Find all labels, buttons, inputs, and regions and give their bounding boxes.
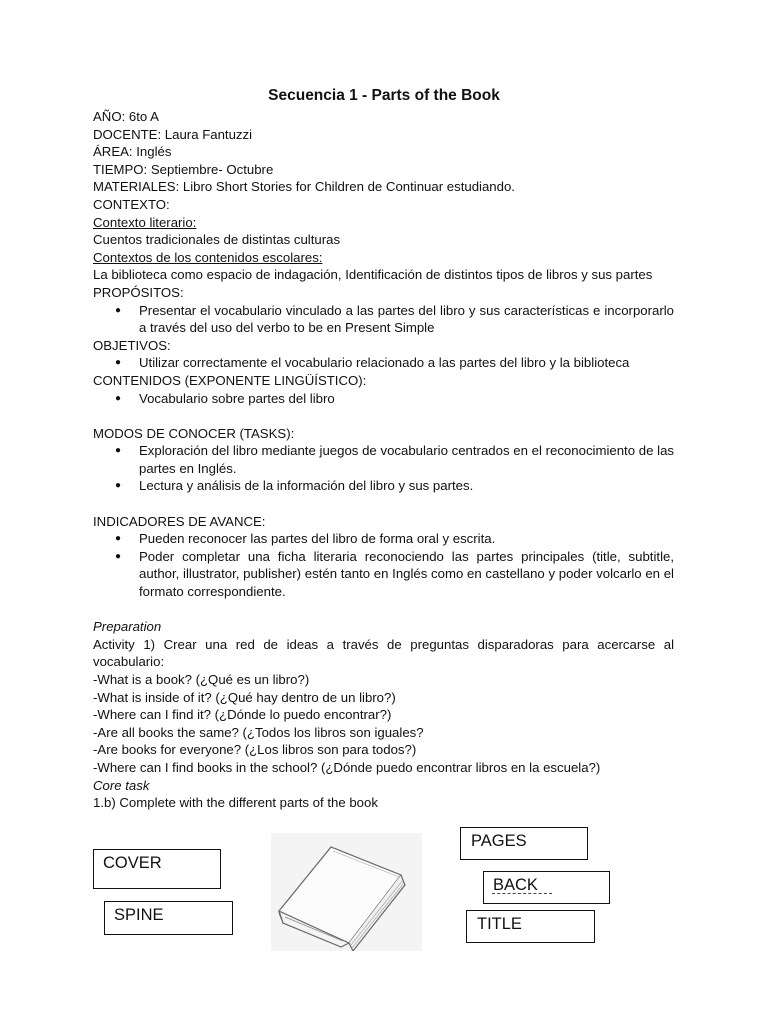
objetivos-list [93,354,674,372]
question-line: -Where can I find it? (¿Dónde lo puedo encontrar?) [93,707,392,723]
question-line: -Are books for everyone? (¿Los libros son para todos?) [93,742,417,758]
list-item: ● Pueden reconocer las partes del libro de forma oral y escrita. [93,530,674,548]
document-title: Secuencia 1 - Parts of the Book [268,87,500,104]
propositos-heading: PROPÓSITOS: [93,284,184,300]
faded-text-dashes [492,893,552,898]
contextos-escolares-text: La biblioteca como espacio de indagación, Identificación de distintos tipos de libros y sus partes [93,267,653,283]
question-line: -What is inside of it? (¿Qué hay dentro de un libro?) [93,689,396,705]
label-box-back: BACK [483,871,610,904]
document-body [93,108,674,812]
list-item: ● Utilizar correctamente el vocabulario relacionado a las partes del libro y la biblioteca [93,354,674,372]
list-item: ● Poder completar una ficha literaria reconociendo las partes principales (title, subtitle, author, illustrator, publisher) estén tanto en Inglés como en castellano y poder volcarlo en el formato correspondiente. [93,548,674,601]
spacer [93,601,674,619]
label-box-pages: PAGES [460,827,588,860]
info-anio: AÑO: 6to A [93,109,159,124]
label-box-cover: COVER [93,849,221,889]
contenidos-list [93,390,674,408]
objetivos-heading: OBJETIVOS: [93,337,171,353]
core-task-instruction: 1.b) Complete with the different parts of the book [93,795,378,811]
list-item: ● Exploración del libro mediante juegos de vocabulario centrados en el reconocimiento de las partes en Inglés. [93,442,674,477]
indicadores-list [93,530,674,600]
contextos-escolares-heading: Contextos de los contenidos escolares: [93,249,323,265]
core-task-heading: Core task [93,777,150,793]
info-area: ÁREA: Inglés [93,144,172,160]
contexto-literario-heading: Contexto literario: [93,214,197,230]
modos-heading: MODOS DE CONOCER (TASKS): [93,425,295,441]
info-tiempo: TIEMPO: Septiembre- Octubre [93,161,274,177]
preparation-heading: Preparation [93,619,162,635]
label-box-spine: SPINE [104,901,233,935]
question-line: -Are all books the same? (¿Todos los libros son iguales? [93,724,424,740]
list-item: ● Vocabulario sobre partes del libro [93,390,674,408]
book-illustration [271,833,422,951]
spacer [93,407,674,425]
activity-text: Activity 1) Crear una red de ideas a través de preguntas disparadoras para acercarse al vocabulario: [93,636,674,670]
spacer [93,495,674,513]
list-item: ● Lectura y análisis de la información del libro y sus partes. [93,477,674,495]
question-line: -What is a book? (¿Qué es un libro?) [93,672,310,687]
modos-list [93,442,674,495]
info-contexto: CONTEXTO: [93,196,170,212]
label-box-title: TITLE [466,910,595,943]
contexto-literario-text: Cuentos tradicionales de distintas culturas [93,232,341,248]
indicadores-heading: INDICADORES DE AVANCE: [93,513,266,529]
propositos-list [93,302,674,337]
info-docente: DOCENTE: Laura Fantuzzi [93,126,253,142]
list-item: ● Presentar el vocabulario vinculado a las partes del libro y sus características e incorporarlo a través del uso del verbo to be en Present Simple [93,302,674,337]
question-line: -Where can I find books in the school? (¿Dónde puedo encontrar libros en la escuela?) [93,759,601,775]
contenidos-heading: CONTENIDOS (EXPONENTE LINGÜÍSTICO): [93,372,367,388]
info-materiales: MATERIALES: Libro Short Stories for Children de Continuar estudiando. [93,179,515,195]
